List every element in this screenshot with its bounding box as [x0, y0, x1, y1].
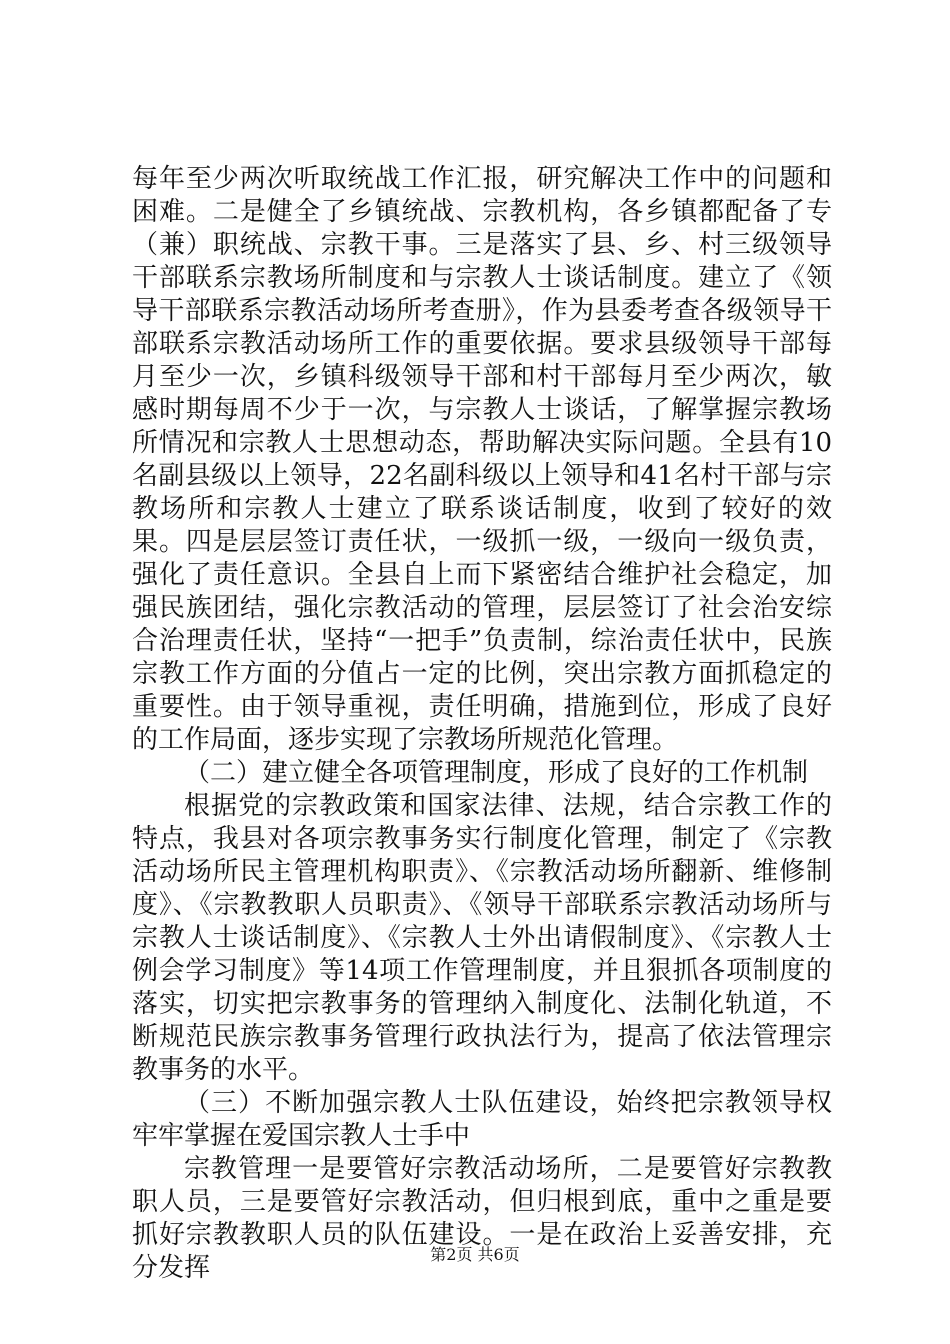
page-footer: 第2页 共6页 [430, 1245, 520, 1264]
paragraph-management-systems: 根据党的宗教政策和国家法律、法规，结合宗教工作的特点，我县对各项宗教事务实行制度化管理，制定了《宗教活动场所民主管理机构职责》、《宗教活动场所翻新、维修制度》、《宗教教职人员职责》、《领导干部联系宗教活动场所与宗教人士谈话制度》、《宗教人士外出请假制度》、《宗教人士例会学习制度》等14项工作管理制度，并且狠抓各项制度的落实，切实把宗教事务的管理纳入制度化、法制化轨道，不断规范民族宗教事务管理行政执法行为，提高了依法管理宗教事务的水平。 [132, 791, 832, 1085]
section-heading-2: （二）建立健全各项管理制度，形成了良好的工作机制 [184, 758, 809, 788]
section-heading-3: （三）不断加强宗教人士队伍建设，始终把宗教领导权牢牢掌握在爱国宗教人士手中 [132, 1088, 832, 1151]
document-body [132, 163, 832, 1285]
paragraph-religious-personnel: 宗教管理一是要管好宗教活动场所，二是要管好宗教教职人员，三是要管好宗教活动，但归根到底，重中之重是要抓好宗教教职人员的队伍建设。一是在政治上妥善安排，充分发挥 [132, 1154, 832, 1283]
paragraph-continuation: 每年至少两次听取统战工作汇报，研究解决工作中的问题和困难。二是健全了乡镇统战、宗教机构，各乡镇都配备了专（兼）职统战、宗教干事。三是落实了县、乡、村三级领导干部联系宗教场所制度和与宗教人士谈话制度。建立了《领导干部联系宗教活动场所考查册》，作为县委考查各级领导干部联系宗教活动场所工作的重要依据。要求县级领导干部每月至少一次，乡镇科级领导干部和村干部每月至少两次，敏感时期每周不少于一次，与宗教人士谈话，了解掌握宗教场所情况和宗教人士思想动态，帮助解决实际问题。全县有10名副县级以上领导，22名副科级以上领导和41名村干部与宗教场所和宗教人士建立了联系谈话制度，收到了较好的效果。四是层层签订责任状，一级抓一级，一级向一级负责，强化了责任意识。全县自上而下紧密结合维护社会稳定，加强民族团结，强化宗教活动的管理，层层签订了社会治安综合治理责任状，坚持“一把手”负责制，综治责任状中，民族宗教工作方面的分值占一定的比例，突出宗教方面抓稳定的重要性。由于领导重视，责任明确，措施到位，形成了良好的工作局面，逐步实现了宗教场所规范化管理。 [132, 164, 832, 755]
